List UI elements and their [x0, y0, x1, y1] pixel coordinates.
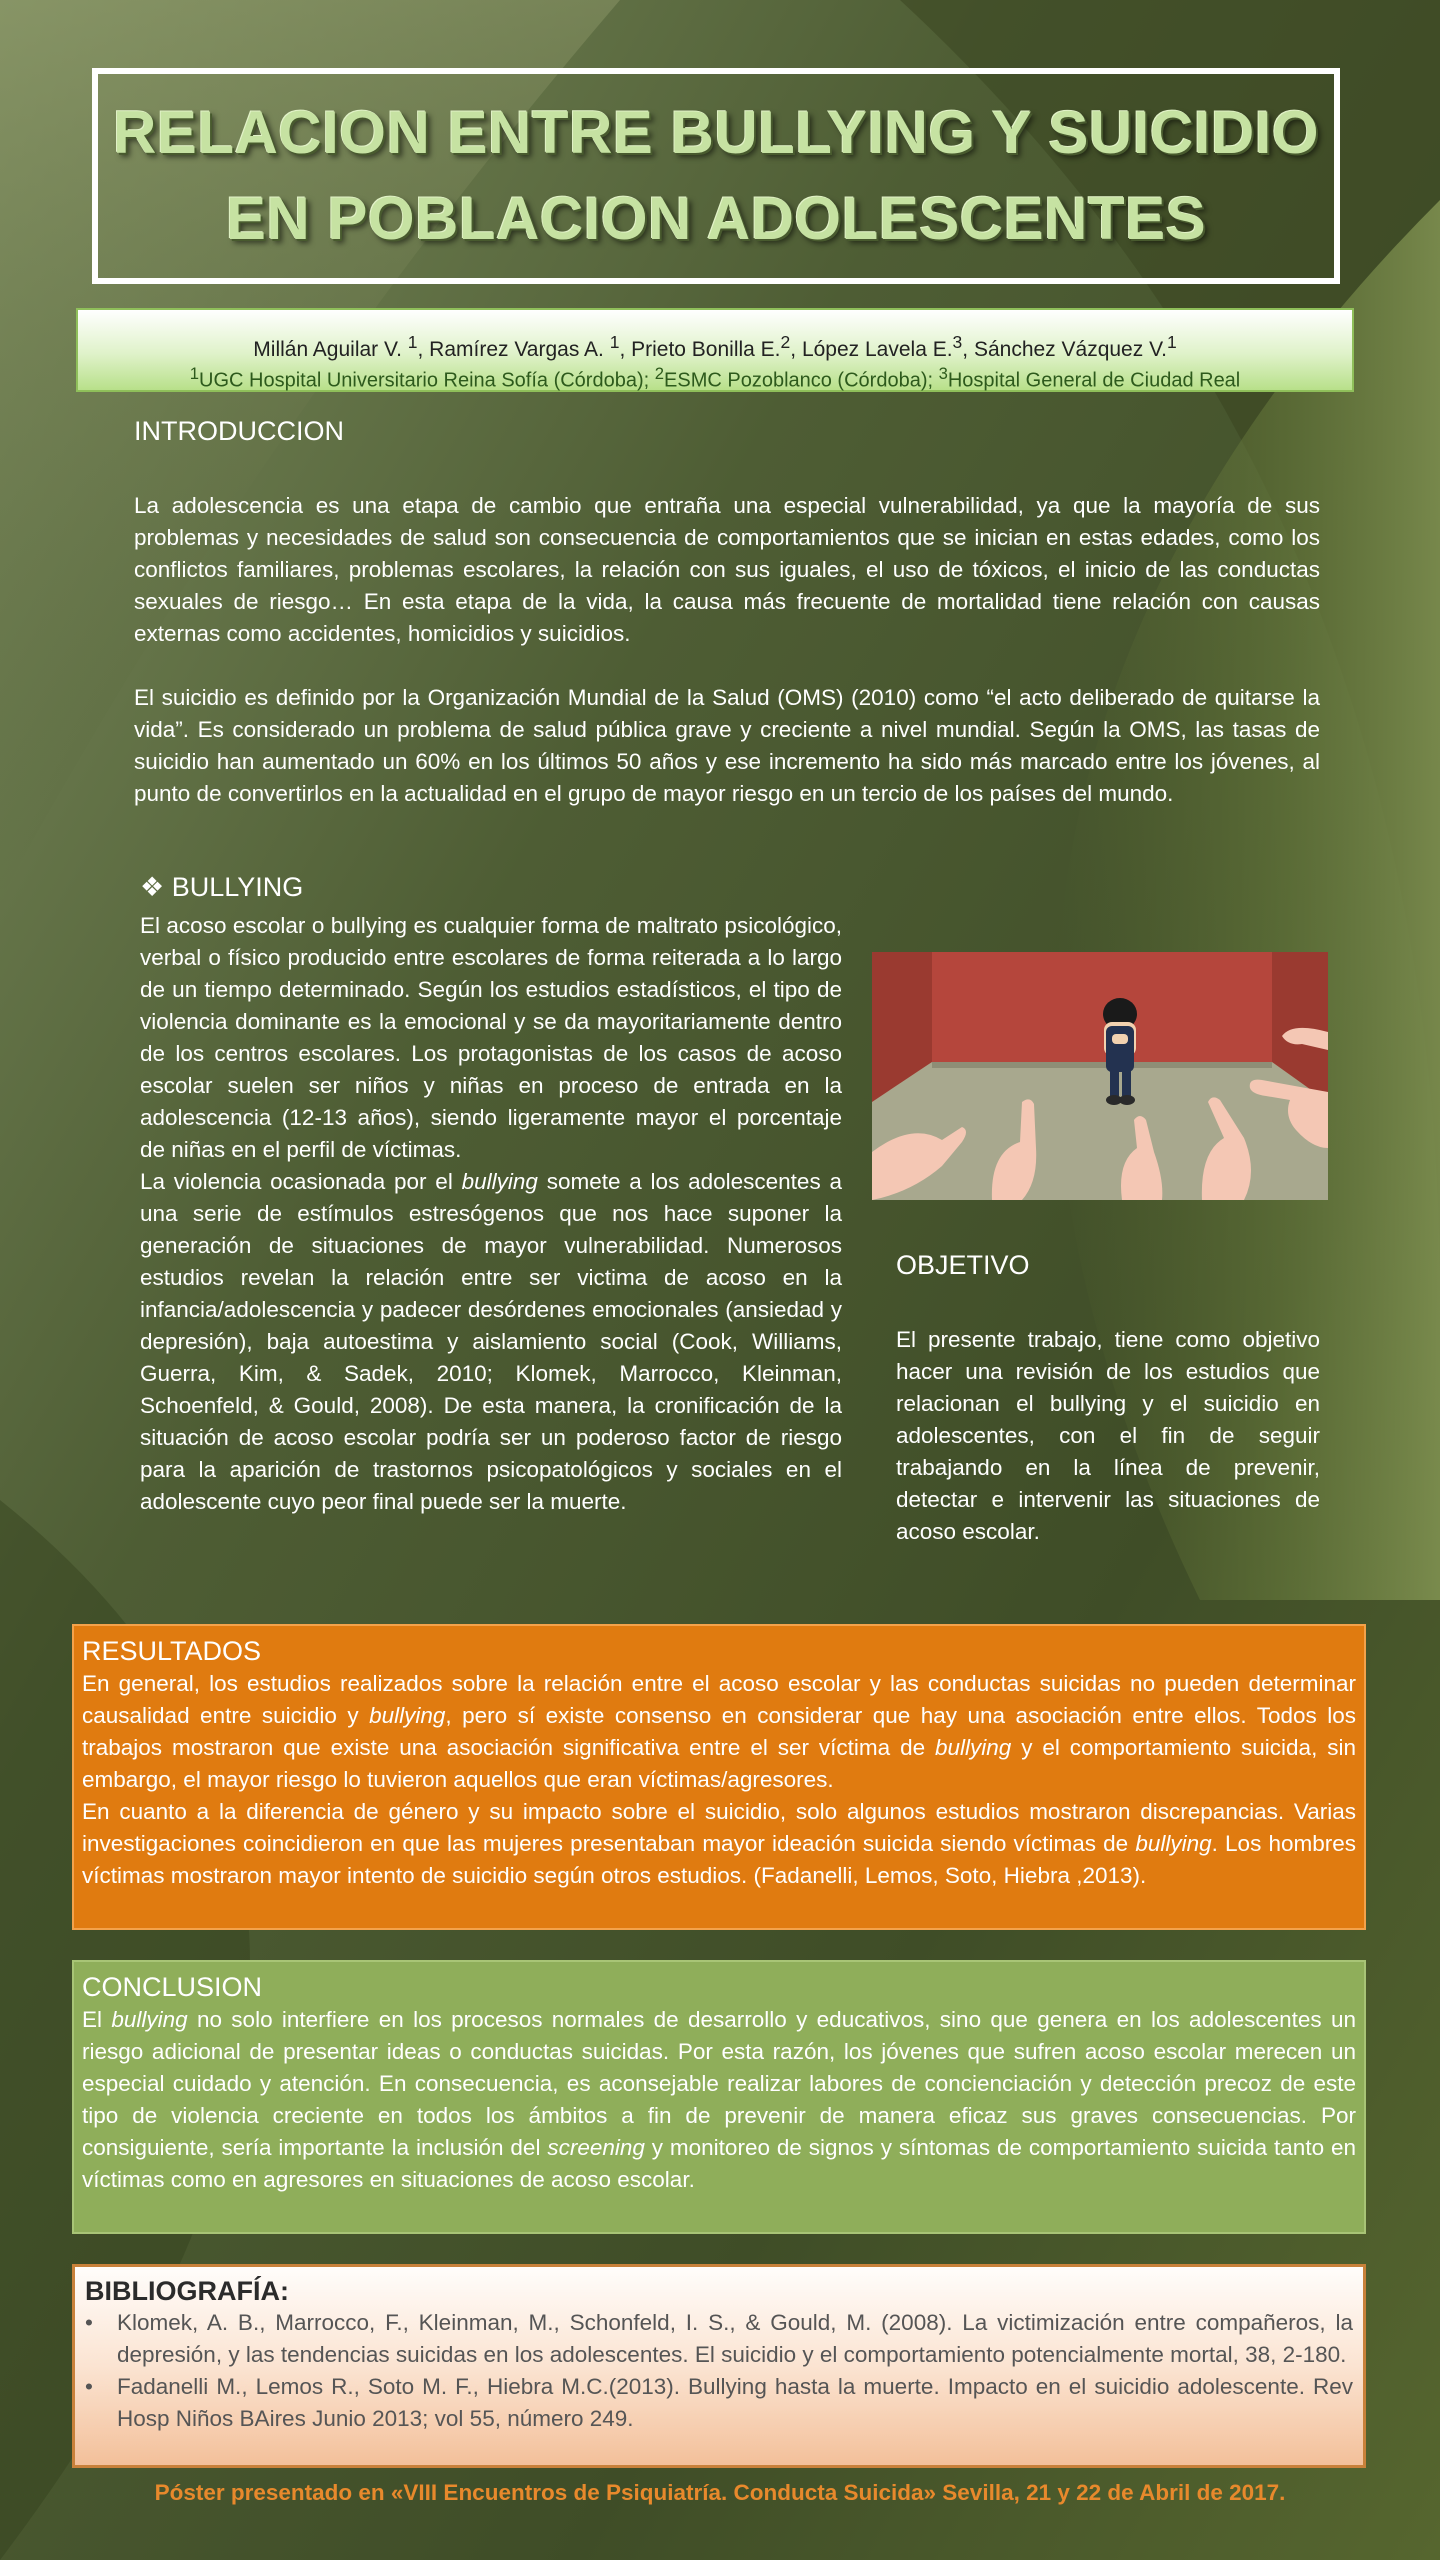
bibliography-heading: BIBLIOGRAFÍA:	[85, 2276, 289, 2306]
results-paragraph-1	[82, 1668, 1356, 1796]
text-run: y monitoreo de signos y síntomas de comportamiento suicida tanto en víctimas como en agresores en situaciones de acoso escolar.	[82, 2135, 1357, 2192]
text-run: En cuanto a la diferencia de género y su impacto sobre el suicidio, solo algunos estudios mostraron discrepancias. Varias investigaciones coincidieron en que las mujeres presentaban mayor ideación suicida siendo víctimas de	[82, 1799, 1356, 1856]
diamond-bullet-icon: ❖	[140, 872, 165, 902]
bibliography-panel	[72, 2264, 1366, 2468]
reference-text: Fadanelli M., Lemos R., Soto M. F., Hiebra M.C.(2013). Bullying hasta la muerte. Impacto en el suicidio adolescente. Rev Hosp Niños BAires Junio 2013; vol 55, número 249.	[117, 2374, 1353, 2431]
text-run: . Los hombres víctimas mostraron mayor intento de suicidio según otros estudios. (Fadanelli, Lemos, Soto, Hiebra ,2013).	[82, 1831, 1356, 1888]
bullying-paragraph-1: El acoso escolar o bullying es cualquier forma de maltrato psicológico, verbal o físico producido entre escolares de forma reiterada a lo largo de un tiempo determinado. Según los estudios estadísticos, el tipo de violencia dominante es la emocional y se da mayoritariamente dentro de los centros escolares. Los protagonistas de los casos de acoso escolar suelen ser niños y niñas en proceso de entrada en la adolescencia (12-13 años), siendo ligeramente mayor el porcentaje de niñas en el perfil de víctimas.	[140, 913, 842, 1162]
affiliation: Hospital General de Ciudad Real	[947, 369, 1241, 392]
results-paragraph-2	[82, 1796, 1356, 1892]
author-name: Millán Aguilar V.	[253, 338, 402, 361]
text-run: y el comportamiento suicida, sin embargo, el mayor riesgo lo tuvieron aquellos que eran víctimas/agresores.	[82, 1735, 1356, 1792]
author-affil-sup: 1	[1166, 332, 1177, 352]
text-emphasis: bullying	[111, 2007, 188, 2032]
author-affil-sup: 2	[780, 332, 791, 352]
text-run: , pero sí existe consenso en considerar que hay una asociación entre ellos. Todos los trabajos mostraron que existe una asociación significativa entre el ser víctima de	[82, 1703, 1357, 1760]
affil-sup: 3	[938, 364, 948, 383]
intro-paragraph-2: El suicidio es definido por la Organización Mundial de la Salud (OMS) (2010) como “el acto deliberado de quitarse la vida”. Es considerado un problema de salud pública grave y creciente a nivel mundial. Según la OMS, las tasas de suicidio han aumentado un 60% en los últimos 50 años y ese incremento ha sido más marcado entre los jóvenes, al punto de convertirlos en la actualidad en el grupo de mayor riesgo en un tercio de los países del mundo.	[134, 685, 1320, 806]
author-affil-sup: 3	[952, 332, 963, 352]
bullet-icon: •	[85, 2310, 93, 2335]
author-affil-sup: 1	[407, 332, 418, 352]
affiliation: ESMC Pozoblanco (Córdoba);	[664, 369, 934, 392]
text-emphasis: screening	[547, 2135, 645, 2160]
author-name: Ramírez Vargas A.	[429, 338, 604, 361]
affiliation-list	[78, 364, 1352, 393]
author-name: Prieto Bonilla E.	[631, 338, 781, 361]
bullying-heading	[140, 872, 303, 903]
text-emphasis: bullying	[1135, 1831, 1212, 1856]
conclusion-heading: CONCLUSION	[82, 1972, 263, 2002]
text-emphasis: bullying	[935, 1735, 1012, 1760]
reference-item	[85, 2307, 1353, 2371]
text-run: En general, los estudios realizados sobre la relación entre el acoso escolar y las conductas suicidas no pueden determinar causalidad entre suicidio y	[82, 1671, 1356, 1728]
bullying-heading-text: BULLYING	[171, 872, 304, 902]
text-emphasis: bullying	[461, 1169, 538, 1194]
text-run: La violencia ocasionada por el	[140, 1169, 462, 1194]
objetivo-text: El presente trabajo, tiene como objetivo hacer una revisión de los estudios que relacionan el bullying y el suicidio en adolescentes, con el fin de seguir trabajando en la línea de prevenir, detectar e intervenir las situaciones de acoso escolar.	[896, 1327, 1320, 1544]
intro-paragraph-1: La adolescencia es una etapa de cambio que entraña una especial vulnerabilidad, ya que la mayoría de sus problemas y necesidades de salud son consecuencia de comportamientos que se inician en estas edades, como los conflictos familiares, problemas escolares, la relación con sus iguales, el uso de tóxicos, el inicio de las conductas sexuales de riesgo… En esta etapa de la vida, la causa más frecuente de mortalidad tiene relación con causas externas como accidentes, homicidios y suicidios.	[134, 493, 1320, 646]
author-name: López Lavela E.	[801, 338, 953, 361]
poster-title-box	[92, 68, 1340, 284]
text-run: no solo interfiere en los procesos normales de desarrollo y educativos, sino que genera en los adolescentes un riesgo adicional de presentar ideas o conductas suicidas. Por esta razón, los jóvenes que sufren acoso escolar merecen un especial cuidado y atención. En consecuencia, es aconsejable realizar labores de concienciación y detección precoz de este tipo de violencia creciente en todos los ámbitos a fin de prevenir de manera eficaz sus graves consecuencias. Por consiguiente, sería importante la inclusión del	[82, 2007, 1356, 2160]
reference-item	[85, 2371, 1353, 2435]
title-line-1: RELACION ENTRE BULLYING Y SUICIDIO	[112, 99, 1320, 166]
text-run: somete a los adolescentes a una serie de estímulos estresógenos que nos hace suponer la generación de situaciones de mayor vulnerabilidad. Numerosos estudios revelan la relación entre ser victima de acoso en la infancia/adolescencia y padecer desórdenes emocionales (ansiedad y depresión), baja autoestima y aislamiento social (Cook, Williams, Guerra, Kim, & Sadek, 2010; Klomek, Marrocco, Kleinman, Schoenfeld, & Gould, 2008). De esta manera, la cronificación de la situación de acoso escolar podría ser un poderoso factor de riesgo para la aparición de trastornos psicopatológicos y sociales en el adolescente cuyo peor final puede ser la muerte.	[140, 1169, 842, 1514]
author-list: Millán Aguilar V. $^1$, Ramírez Vargas A. $^1$, Prieto Bonilla E.$^2$, López Lavela E.$^3$, Sánchez Vázquez V.$^1$	[253, 332, 1177, 361]
text-emphasis: bullying	[369, 1703, 446, 1728]
author-name: Sánchez Vázquez V.	[973, 338, 1167, 361]
title-line-2: EN POBLACION ADOLESCENTES	[225, 185, 1207, 252]
conclusion-panel	[72, 1960, 1366, 2234]
bullet-icon: •	[85, 2374, 93, 2399]
reference-list	[85, 2307, 1353, 2435]
conclusion-text	[82, 2004, 1356, 2196]
reference-text: Klomek, A. B., Marrocco, F., Kleinman, M., Schonfeld, I. S., & Gould, M. (2008). La victimización entre compañeros, la depresión, y las tendencias suicidas en los adolescentes. El suicidio y el comportamiento potencialmente mortal, 38, 2-180.	[117, 2310, 1353, 2367]
text-run: El	[82, 2007, 112, 2032]
affil-sup: 2	[654, 364, 665, 383]
author-affil-sup: 1	[609, 332, 620, 352]
bullying-illustration	[872, 952, 1328, 1200]
bullying-paragraph-2	[140, 1166, 842, 1518]
affil-sup: 1	[189, 364, 199, 383]
results-panel	[72, 1624, 1366, 1930]
intro-heading: INTRODUCCION	[134, 416, 344, 446]
poster-footer: Póster presentado en «VIII Encuentros de Psiquiatría. Conducta Suicida» Sevilla, 21 y 22 de Abril de 2017.	[154, 2480, 1286, 2505]
objetivo-heading: OBJETIVO	[896, 1250, 1030, 1280]
authors-banner	[76, 308, 1354, 392]
poster-title	[113, 90, 1319, 262]
results-heading: RESULTADOS	[82, 1636, 262, 1666]
bullying-text	[140, 910, 842, 1518]
affiliation: UGC Hospital Universitario Reina Sofía (Córdoba);	[199, 369, 650, 392]
